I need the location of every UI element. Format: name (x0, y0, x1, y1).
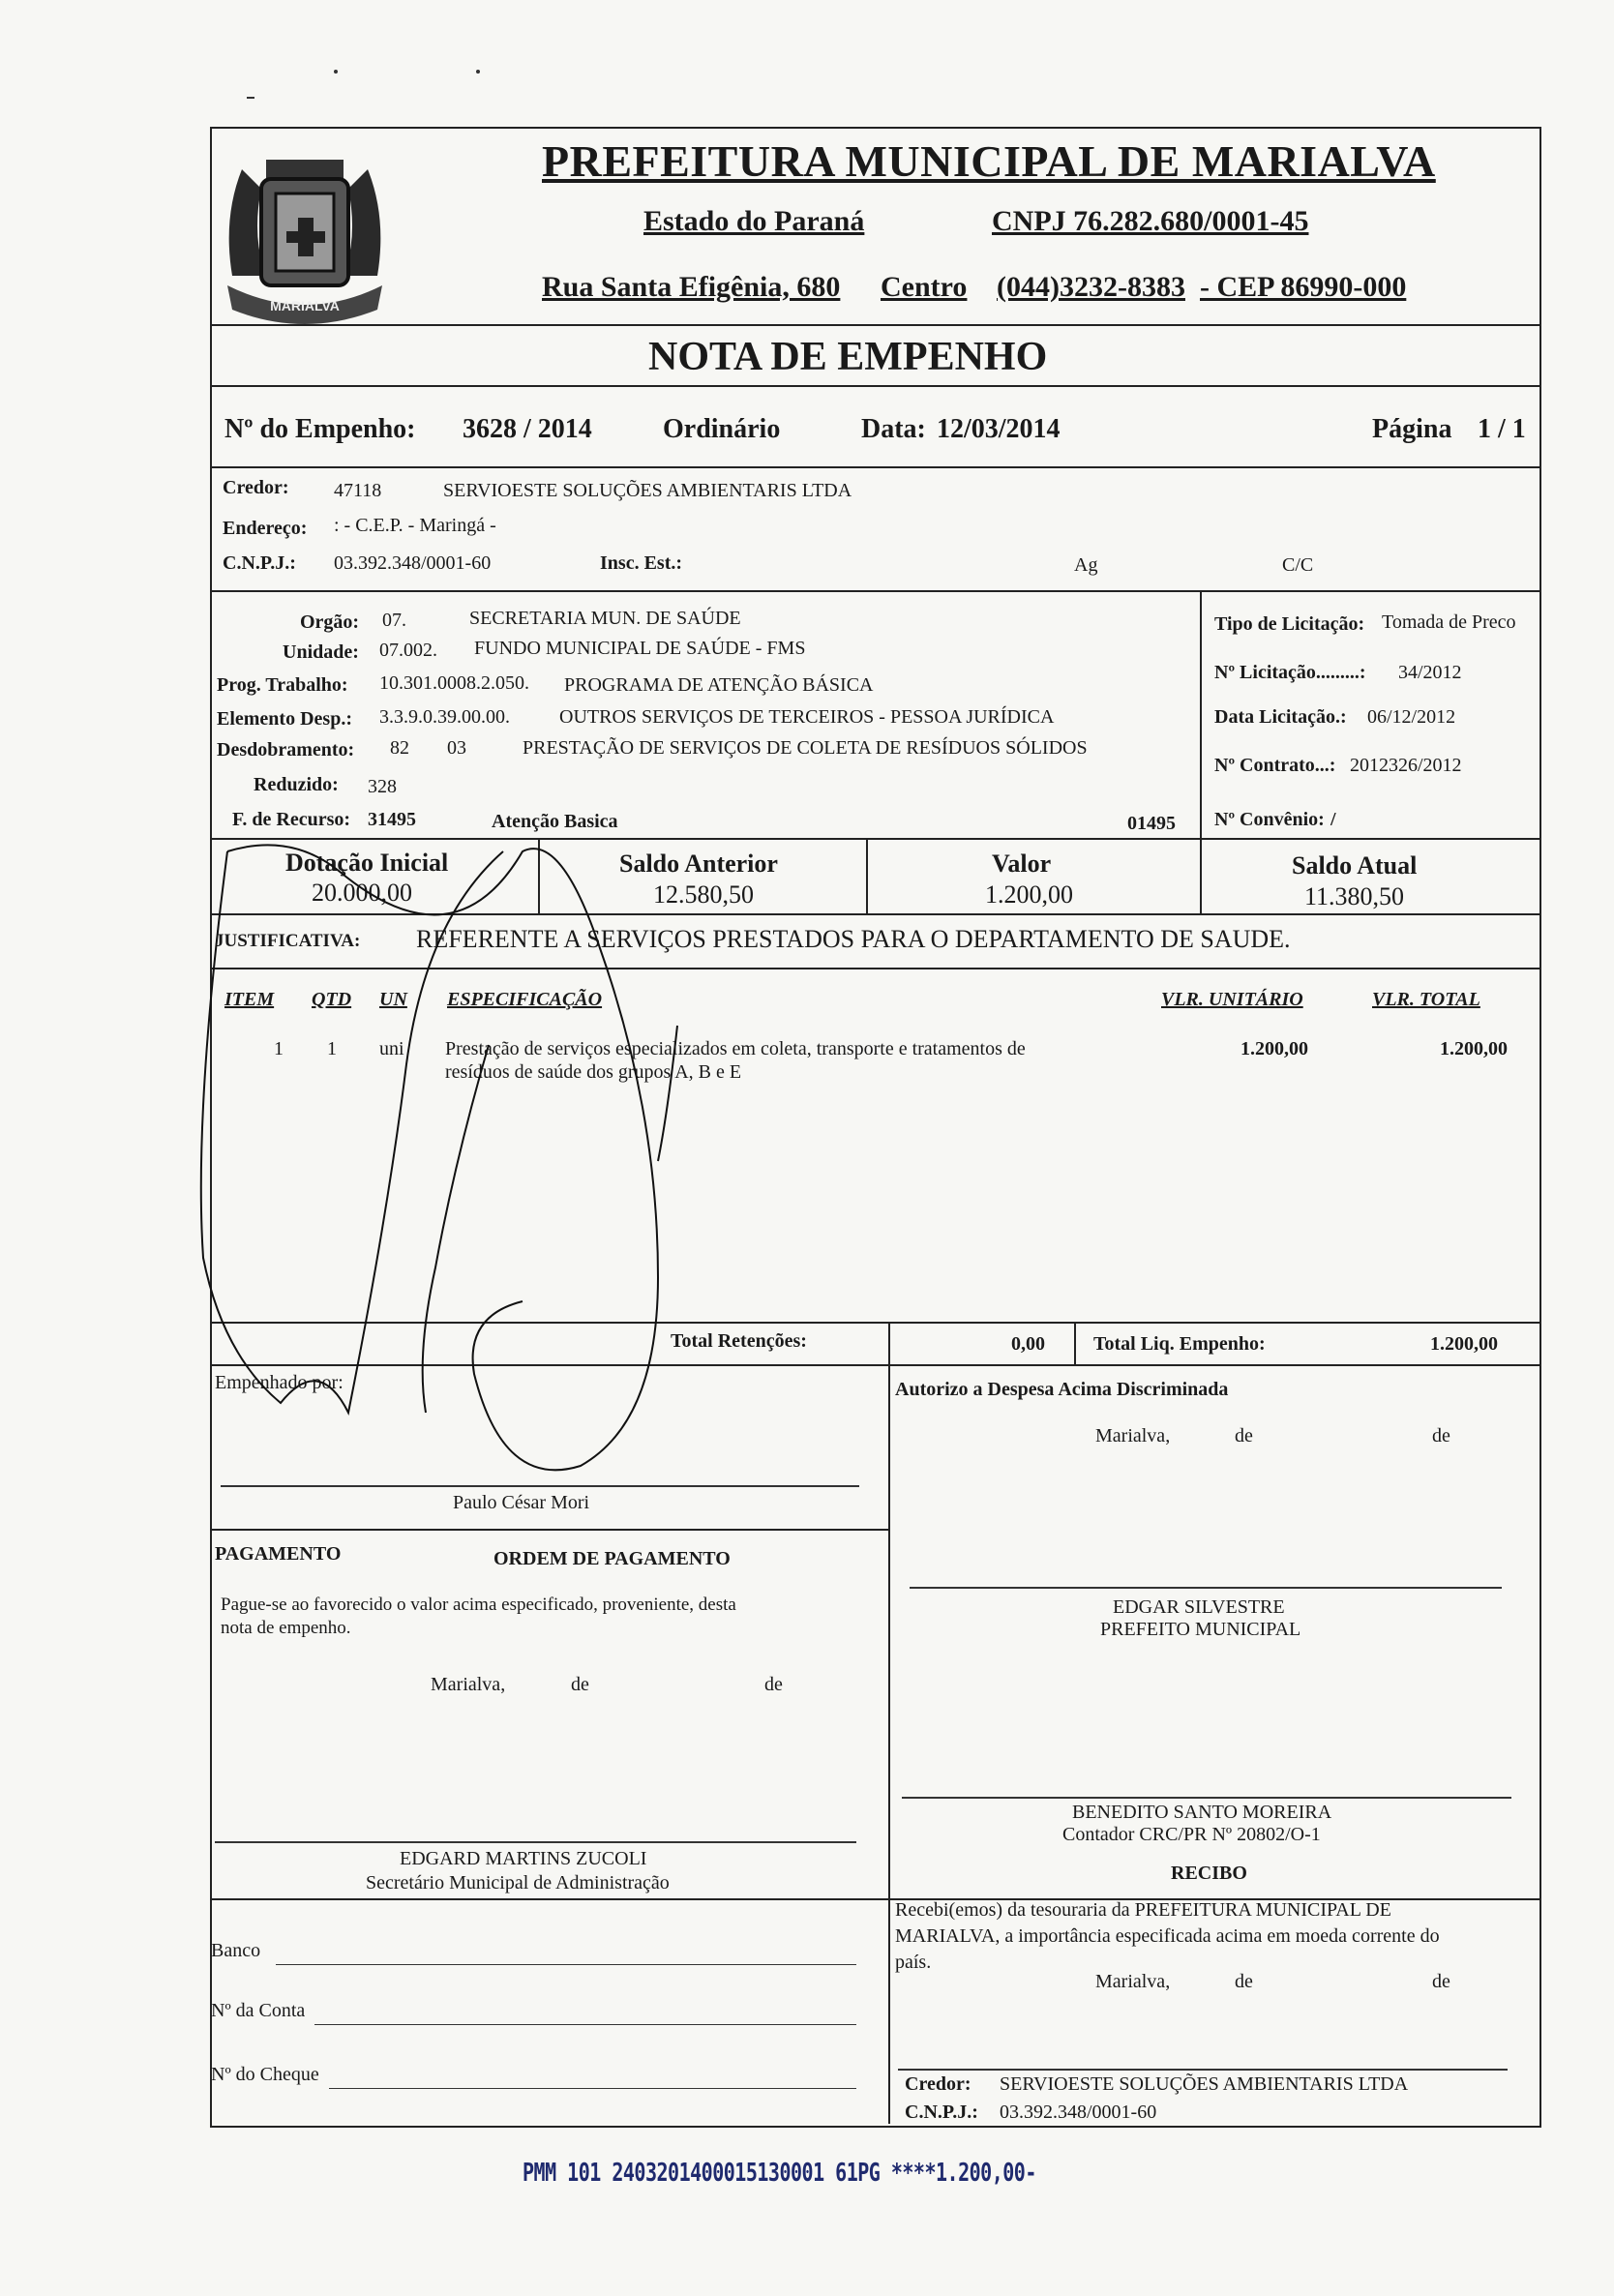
col-vlr-unitario: VLR. UNITÁRIO (1161, 989, 1303, 1010)
cnpj-label: C.N.P.J.: (223, 552, 296, 574)
retencoes-value: 0,00 (1011, 1333, 1045, 1355)
row-especificacao-line1: Prestação de serviços especializados em coleta, transporte e tratamentos de (445, 1038, 1026, 1059)
fonte-number: 01495 (1127, 813, 1176, 834)
pagamento-name: EDGARD MARTINS ZUCOLI (400, 1848, 647, 1869)
pagamento-city: Marialva, (431, 1674, 506, 1695)
contrato-label: Nº Contrato...: (1214, 755, 1336, 776)
liq-label: Total Liq. Empenho: (1093, 1333, 1266, 1355)
recibo-text-line3: país. (895, 1952, 932, 1973)
cnpj-header: CNPJ 76.282.680/0001-45 (992, 205, 1309, 237)
contador-name: BENEDITO SANTO MOREIRA (1072, 1802, 1332, 1823)
dotacao-value: 20.000,00 (312, 879, 412, 907)
desd-label: Desdobramento: (217, 739, 355, 760)
elem-label: Elemento Desp.: (217, 708, 352, 730)
pagamento-text-line2: nota de empenho. (221, 1618, 351, 1638)
machine-stamp: PMM 101 2403201400015130001 61PG ****1.200,00- (523, 2157, 1036, 2188)
col-item: ITEM (224, 989, 275, 1010)
page-number: 1 / 1 (1478, 414, 1526, 444)
prog-name: PROGRAMA DE ATENÇÃO BÁSICA (564, 674, 874, 696)
address-value: : - C.E.P. - Maringá - (334, 515, 496, 536)
row-item: 1 (274, 1038, 284, 1059)
fonte-code: 31495 (368, 809, 416, 830)
recibo-label: RECIBO (1171, 1863, 1247, 1884)
pagamento-label: PAGAMENTO (215, 1543, 342, 1565)
autorizo-name: EDGAR SILVESTRE (1113, 1596, 1285, 1618)
cheque-label: Nº do Cheque (211, 2064, 319, 2085)
retencoes-label: Total Retenções: (671, 1330, 807, 1352)
recibo-de2: de (1432, 1971, 1450, 1992)
recibo-city: Marialva, (1095, 1971, 1171, 1992)
row-especificacao-line2: resíduos de saúde dos grupos A, B e E (445, 1061, 742, 1083)
unidade-name: FUNDO MUNICIPAL DE SAÚDE - FMS (474, 638, 806, 659)
page-title: PREFEITURA MUNICIPAL DE MARIALVA (542, 136, 1436, 186)
svg-text:MARIALVA: MARIALVA (270, 298, 340, 313)
row-qtd: 1 (327, 1038, 337, 1059)
ordem-pagamento-label: ORDEM DE PAGAMENTO (493, 1548, 731, 1569)
desd-name: PRESTAÇÃO DE SERVIÇOS DE COLETA DE RESÍDUOS SÓLIDOS (523, 737, 1088, 759)
empenhado-name: Paulo César Mori (453, 1492, 590, 1513)
unidade-label: Unidade: (283, 641, 359, 663)
contador-role: Contador CRC/PR Nº 20802/O-1 (1062, 1824, 1321, 1845)
tipo-licitacao-label: Tipo de Licitação: (1214, 613, 1365, 635)
pagamento-role: Secretário Municipal de Administração (366, 1872, 670, 1893)
convenio-value: / (1330, 809, 1336, 830)
justificativa-text: REFERENTE A SERVIÇOS PRESTADOS PARA O DEPARTAMENTO DE SAUDE. (416, 925, 1291, 953)
desd-code1: 82 (390, 737, 409, 759)
col-qtd: QTD (312, 989, 352, 1010)
document-title: NOTA DE EMPENHO (648, 335, 1048, 379)
orgao-code: 07. (382, 610, 406, 631)
pagamento-text-line1: Pague-se ao favorecido o valor acima especificado, proveniente, desta (221, 1595, 736, 1615)
insc-label: Insc. Est.: (600, 552, 683, 574)
recibo-credor-label: Credor: (905, 2073, 971, 2095)
contrato-value: 2012326/2012 (1350, 755, 1462, 776)
justificativa-label: JUSTIFICATIVA: (215, 931, 361, 951)
conta-label: Nº da Conta (211, 2000, 306, 2021)
empenho-number-label: Nº do Empenho: (224, 414, 416, 444)
liq-value: 1.200,00 (1430, 1333, 1498, 1355)
pagamento-de1: de (571, 1674, 589, 1695)
cc-label: C/C (1282, 554, 1314, 576)
convenio-label: Nº Convênio: (1214, 809, 1325, 830)
licitacao-number: 34/2012 (1398, 662, 1462, 683)
licitacao-date: 06/12/2012 (1367, 706, 1456, 728)
dotacao-label: Dotação Inicial (285, 849, 449, 877)
licitacao-number-label: Nº Licitação.........: (1214, 662, 1366, 683)
fonte-name: Atenção Basica (492, 811, 618, 832)
col-vlr-total: VLR. TOTAL (1372, 989, 1480, 1010)
empenhado-label: Empenhado por: (215, 1372, 344, 1393)
saldo-anterior-label: Saldo Anterior (619, 850, 778, 878)
empenho-type: Ordinário (663, 414, 781, 444)
prog-label: Prog. Trabalho: (217, 674, 348, 696)
autorizo-city: Marialva, (1095, 1425, 1171, 1446)
col-un: UN (379, 989, 407, 1010)
address-street: Rua Santa Efigênia, 680 (542, 271, 841, 303)
reduzido-value: 328 (368, 776, 397, 797)
credor-label: Credor: (223, 477, 289, 498)
saldo-atual-label: Saldo Atual (1292, 851, 1418, 880)
col-especificacao: ESPECIFICAÇÃO (447, 989, 603, 1010)
recibo-text-line1: Recebi(emos) da tesouraria da PREFEITURA MUNICIPAL DE (895, 1899, 1391, 1921)
tipo-licitacao-value: Tomada de Preco (1382, 611, 1516, 633)
credor-code: 47118 (334, 480, 382, 501)
recibo-cnpj-label: C.N.P.J.: (905, 2102, 978, 2123)
orgao-name: SECRETARIA MUN. DE SAÚDE (469, 608, 741, 629)
recibo-text-line2: MARIALVA, a importância especificada acima em moeda corrente do (895, 1925, 1440, 1947)
address-cep: - CEP 86990-000 (1200, 271, 1407, 303)
ag-label: Ag (1074, 554, 1098, 576)
empenho-date-label: Data: (861, 414, 926, 444)
banco-label: Banco (211, 1940, 261, 1961)
empenho-date: 12/03/2014 (937, 414, 1061, 444)
cnpj-value: 03.392.348/0001-60 (334, 552, 492, 574)
reduzido-label: Reduzido: (254, 774, 339, 795)
empenho-number: 3628 / 2014 (463, 414, 592, 444)
state-name: Estado do Paraná (643, 205, 865, 237)
autorizo-de2: de (1432, 1425, 1450, 1446)
elem-code: 3.3.9.0.39.00.00. (379, 706, 510, 728)
recibo-cnpj-value: 03.392.348/0001-60 (1000, 2102, 1157, 2123)
pagamento-de2: de (764, 1674, 783, 1695)
row-vlr-total: 1.200,00 (1440, 1038, 1508, 1059)
credor-name: SERVIOESTE SOLUÇÕES AMBIENTARIS LTDA (443, 480, 852, 501)
recibo-credor-value: SERVIOESTE SOLUÇÕES AMBIENTARIS LTDA (1000, 2073, 1409, 2095)
unidade-code: 07.002. (379, 640, 437, 661)
elem-name: OUTROS SERVIÇOS DE TERCEIROS - PESSOA JURÍDICA (559, 706, 1055, 728)
autorizo-label: Autorizo a Despesa Acima Discriminada (895, 1379, 1229, 1400)
valor-label: Valor (992, 850, 1052, 878)
row-vlr-unitario: 1.200,00 (1240, 1038, 1308, 1059)
recibo-de1: de (1235, 1971, 1253, 1992)
row-un: uni (379, 1038, 404, 1059)
desd-code2: 03 (447, 737, 466, 759)
saldo-atual-value: 11.380,50 (1304, 882, 1405, 910)
page-label: Página (1372, 414, 1452, 444)
saldo-anterior-value: 12.580,50 (653, 880, 754, 909)
address-district: Centro (881, 271, 968, 303)
address-phone: (044)3232-8383 (997, 271, 1185, 303)
licitacao-date-label: Data Licitação.: (1214, 706, 1347, 728)
valor-value: 1.200,00 (985, 880, 1073, 909)
address-label: Endereço: (223, 518, 308, 539)
autorizo-de1: de (1235, 1425, 1253, 1446)
orgao-label: Orgão: (300, 611, 360, 633)
fonte-label: F. de Recurso: (232, 809, 351, 830)
prog-code: 10.301.0008.2.050. (379, 672, 529, 694)
autorizo-role: PREFEITO MUNICIPAL (1100, 1619, 1301, 1640)
